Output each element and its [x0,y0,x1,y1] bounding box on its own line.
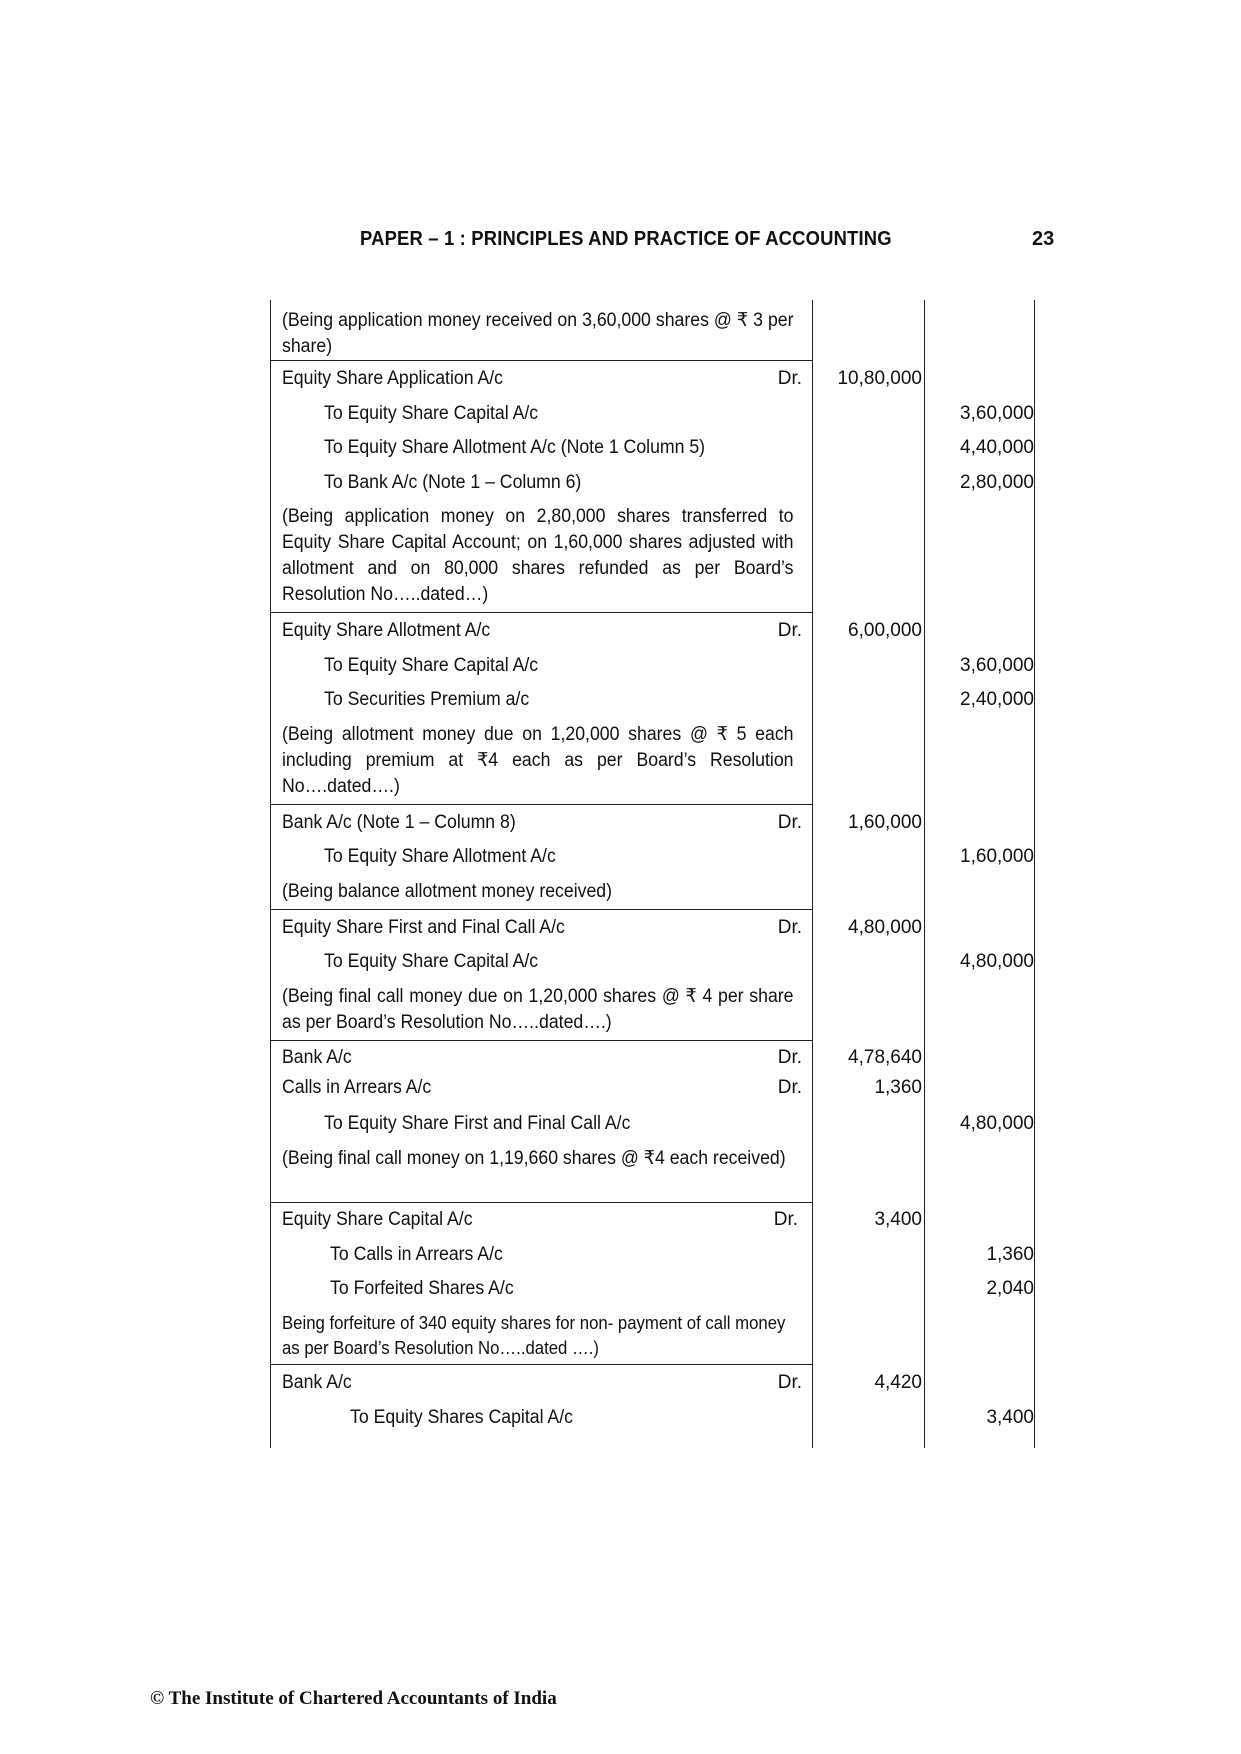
credit-account: To Equity Share Capital A/c [324,951,539,972]
debit-account: Calls in Arrears A/c [282,1077,432,1098]
debit-amount: 4,80,000 [848,917,922,938]
debit-account: Bank A/c (Note 1 – Column 8) [282,812,516,833]
debit-account: Equity Share Capital A/c [282,1209,473,1230]
credit-amount: 1,360 [986,1244,1034,1265]
credit-amount: 3,60,000 [960,403,1034,424]
credit-amount: 3,60,000 [960,655,1034,676]
debit-account: Bank A/c [282,1047,352,1068]
dr-label: Dr. [777,917,802,938]
narration: (Being allotment money due on 1,20,000 shares @ ₹ 5 each including premium at ₹4 each as per Board’s Resolution No….dated….) [282,724,794,797]
journal-table [270,300,1036,1448]
narration: (Being final call money due on 1,20,000 shares @ ₹ 4 per share as per Board’s Resolution No…..dated….) [282,986,794,1033]
credit-account: To Equity Share Allotment A/c [324,846,556,867]
credit-account: To Equity Share Capital A/c [324,655,539,676]
credit-amount: 1,60,000 [960,846,1034,867]
debit-account: Equity Share Allotment A/c [282,620,491,641]
narration: Being forfeiture of 340 equity shares for non- payment of call money as per Board’s Resolution No…..dated ….) [282,1313,786,1358]
entry-divider [270,1202,812,1203]
debit-account: Equity Share Application A/c [282,368,504,389]
page-header-title: PAPER – 1 : PRINCIPLES AND PRACTICE OF ACCOUNTING [360,228,892,250]
debit-amount: 10,80,000 [837,368,922,389]
debit-account: Bank A/c [282,1372,352,1393]
dr-label: Dr. [773,1209,798,1230]
debit-amount: 6,00,000 [848,620,922,641]
entry-divider [270,909,812,910]
dr-label: Dr. [777,1372,802,1393]
credit-account: To Calls in Arrears A/c [330,1244,503,1265]
dr-label: Dr. [777,1047,802,1068]
credit-amount: 4,40,000 [960,437,1034,458]
dr-label: Dr. [777,812,802,833]
debit-amount: 1,60,000 [848,812,922,833]
credit-account: To Securities Premium a/c [324,689,530,710]
entry-divider [270,1364,812,1365]
credit-account: To Equity Share First and Final Call A/c [324,1113,631,1134]
particulars-rule [812,300,813,1448]
credit-amount: 3,400 [986,1407,1034,1428]
credit-rule [1034,300,1035,1448]
credit-amount: 2,040 [986,1278,1034,1299]
credit-account: To Bank A/c (Note 1 – Column 6) [324,472,582,493]
entry-divider [270,1040,812,1041]
dr-label: Dr. [777,368,802,389]
credit-account: To Forfeited Shares A/c [330,1278,514,1299]
credit-amount: 4,80,000 [960,1113,1034,1134]
debit-amount: 3,400 [874,1209,922,1230]
debit-amount: 4,78,640 [848,1047,922,1068]
credit-amount: 2,40,000 [960,689,1034,710]
dr-label: Dr. [777,620,802,641]
narration: (Being final call money on 1,19,660 shares @ ₹4 each received) [282,1148,786,1169]
copyright-footer: © The Institute of Chartered Accountants of India [150,1688,557,1709]
credit-amount: 2,80,000 [960,472,1034,493]
entry-divider [270,360,812,361]
dr-label: Dr. [777,1077,802,1098]
debit-account: Equity Share First and Final Call A/c [282,917,565,938]
narration: (Being balance allotment money received) [282,881,613,902]
entry-divider [270,612,812,613]
credit-account: To Equity Share Allotment A/c (Note 1 Column 5) [324,437,706,458]
narration: (Being application money on 2,80,000 shares transferred to Equity Share Capital Account; on 1,60,000 shares adjusted with allotment and on 80,000 shares refunded as per Board’s Resolution No…..dated…) [282,506,794,605]
left-rule [270,300,271,1448]
page-number: 23 [1032,228,1055,250]
narration: (Being application money received on 3,60,000 shares @ ₹ 3 per share) [282,310,794,357]
debit-amount: 1,360 [874,1077,922,1098]
credit-account: To Equity Shares Capital A/c [350,1407,573,1428]
credit-amount: 4,80,000 [960,951,1034,972]
credit-account: To Equity Share Capital A/c [324,403,539,424]
entry-divider [270,804,812,805]
debit-amount: 4,420 [874,1372,922,1393]
debit-rule [924,300,925,1448]
